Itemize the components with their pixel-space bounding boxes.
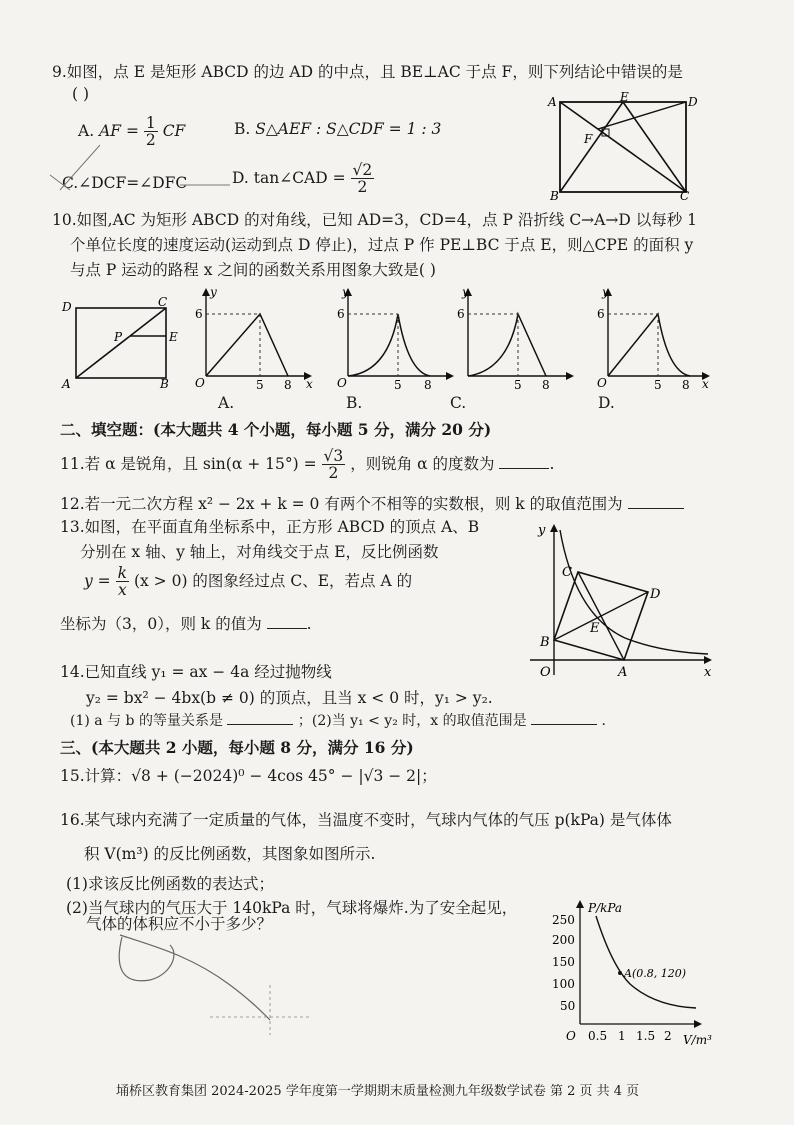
q9-fig-label-c: C xyxy=(680,189,690,202)
q15: 15.计算：√8 + (−2024)⁰ − 4cos 45° − |√3 − 2|； xyxy=(60,767,437,785)
q9-fig-label-d: D xyxy=(688,95,698,109)
q9-fig-label-f: F xyxy=(584,132,593,146)
q14-answer-blank-2[interactable] xyxy=(531,710,597,725)
svg-text:6: 6 xyxy=(457,307,465,321)
q10-figure-rectangle xyxy=(58,296,188,396)
q9-option-a-fraction: $\frac{1}{2}$ xyxy=(145,114,156,150)
q14-line1: 14.已知直线 y₁ = ax − 4a 经过抛物线 xyxy=(60,663,332,681)
svg-text:2: 2 xyxy=(664,1029,672,1043)
svg-text:6: 6 xyxy=(195,307,203,321)
q13-fig-label-e: E xyxy=(590,621,600,636)
q16-graph xyxy=(540,896,740,1046)
q11-answer-blank[interactable] xyxy=(499,454,549,469)
q10-fig-label-e: E xyxy=(169,330,178,344)
q10-fig-label-d: D xyxy=(62,300,72,314)
svg-text:150: 150 xyxy=(552,955,575,969)
q16-graph-point-a: A(0.8, 120) xyxy=(624,967,687,980)
svg-text:y: y xyxy=(342,285,349,299)
svg-text:O: O xyxy=(566,1029,576,1043)
svg-text:x: x xyxy=(702,377,709,391)
q16-sub2: (2)当气球内的气压大于 140kPa 时，气球将爆炸.为了安全起见， xyxy=(66,899,518,917)
q10-line1: 10.如图,AC 为矩形 ABCD 的对角线，已知 AD=3，CD=4，点 P 沿折线 C→A→D 以每秒 1 xyxy=(52,211,697,229)
page-footer: 埇桥区教育集团 2024-2025 学年度第一学期期末质量检测九年级数学试卷 第 2 页 共 4 页 xyxy=(116,1084,640,1099)
q10-option-a-label: A. xyxy=(218,394,235,412)
q10-fig-label-b: B xyxy=(160,377,169,391)
q13-fig-label-x: x xyxy=(704,665,712,680)
svg-text:1: 1 xyxy=(618,1029,626,1043)
q16-sub3: 气体的体积应不小于多少？ xyxy=(86,915,273,933)
q14-line3: (1) a 与 b 的等量关系是 ；(2)当 y₁ < y₂ 时，x 的取值范围是 . xyxy=(70,710,606,730)
q9-option-c: C.∠DCF=∠DFC xyxy=(62,174,188,192)
q9-figure-rectangle xyxy=(540,92,700,202)
q13-answer-blank[interactable] xyxy=(267,614,307,629)
q9-fig-label-e: E xyxy=(620,92,629,104)
q13-line2: 分别在 x 轴、y 轴上，对角线交于点 E，反比例函数 xyxy=(80,543,439,561)
q10-option-b-label: B. xyxy=(346,394,363,412)
q10-fig-label-c: C xyxy=(158,296,168,309)
q16-sub1: (1)求该反比例函数的表达式； xyxy=(66,875,274,893)
q10-graph-option-a xyxy=(188,284,318,394)
q16-line2: 积 V(m³) 的反比例函数，其图象如图所示. xyxy=(84,845,376,863)
svg-text:8: 8 xyxy=(284,378,292,392)
q13-figure xyxy=(520,520,720,680)
svg-text:5: 5 xyxy=(256,378,264,392)
q11-fraction: $\frac{√3}{2}$ xyxy=(323,447,344,483)
svg-text:250: 250 xyxy=(552,913,575,927)
svg-text:x: x xyxy=(306,377,313,391)
q10-option-d-label: D. xyxy=(598,394,615,412)
svg-text:8: 8 xyxy=(424,378,432,392)
svg-text:5: 5 xyxy=(654,378,662,392)
svg-text:8: 8 xyxy=(542,378,550,392)
q10-graph-option-d xyxy=(590,284,720,394)
q10-graph-option-c xyxy=(450,284,580,394)
q13-line3: y = $\frac{k}{x}$ (x > 0) 的图象经过点 C、E，若点 A 的 xyxy=(84,564,413,600)
q13-fraction: $\frac{k}{x}$ xyxy=(117,564,128,600)
svg-text:O: O xyxy=(195,376,205,390)
section2-title: 二、填空题：(本大题共 4 个小题，每小题 5 分，满分 20 分) xyxy=(60,420,492,439)
q10-line2: 个单位长度的速度运动(运动到点 D 停止)，过点 P 作 PE⊥BC 于点 E，则△CPE 的面积 y xyxy=(70,236,694,254)
q13-fig-label-d: D xyxy=(650,587,661,602)
q9-stem: 9.如图，点 E 是矩形 ABCD 的边 AD 的中点，且 BE⊥AC 于点 F，则下列结论中错误的是 xyxy=(52,63,683,81)
q13-fig-label-a: A xyxy=(618,665,628,680)
q14-line2: y₂ = bx² − 4bx(b ≠ 0) 的顶点，且当 x < 0 时，y₁ > y₂. xyxy=(86,689,493,707)
svg-text:O: O xyxy=(597,376,607,390)
q10-fig-label-a: A xyxy=(62,377,71,391)
svg-text:100: 100 xyxy=(552,977,575,991)
q10-option-c-label: C. xyxy=(450,394,467,412)
q16-line1: 16.某气球内充满了一定质量的气体，当温度不变时，气球内气体的气压 p(kPa) 是气体体 xyxy=(60,811,672,829)
q9-option-a-lhs: AF = xyxy=(99,121,139,140)
q9-option-b: B. S△AEF : S△CDF = 1 : 3 xyxy=(234,120,442,138)
svg-text:50: 50 xyxy=(560,999,576,1013)
q9-option-a-label: A. xyxy=(78,121,95,140)
q13-fig-label-c: C xyxy=(562,565,572,580)
svg-text:0.5: 0.5 xyxy=(588,1029,608,1043)
q13-fig-label-o: O xyxy=(540,665,551,680)
q9-option-a xyxy=(78,115,185,149)
q12-answer-blank[interactable] xyxy=(628,494,684,509)
q16-graph-xlabel: V/m³ xyxy=(683,1033,712,1046)
q10-graph-option-b xyxy=(330,284,460,394)
q13-fig-label-y: y xyxy=(538,523,546,538)
pencil-sketch-q16 xyxy=(110,925,310,1035)
svg-text:5: 5 xyxy=(514,378,522,392)
svg-text:6: 6 xyxy=(337,307,345,321)
q9-option-a-rhs: CF xyxy=(162,121,186,140)
svg-text:5: 5 xyxy=(394,378,402,392)
svg-text:y: y xyxy=(210,285,217,299)
q10-fig-label-p: P xyxy=(114,330,123,344)
svg-text:y: y xyxy=(462,285,469,299)
q13-fig-label-b: B xyxy=(540,635,550,650)
q13-line4: 坐标为（3，0），则 k 的值为 . xyxy=(60,615,312,633)
q9-option-d: D. tan∠CAD = $\frac{√2}{2}$ xyxy=(232,161,373,197)
q16-graph-ylabel: P/kPa xyxy=(588,901,623,915)
q14-answer-blank-1[interactable] xyxy=(227,710,293,725)
svg-text:8: 8 xyxy=(682,378,690,392)
svg-text:200: 200 xyxy=(552,933,575,947)
section3-title: 三、(本大题共 2 小题，每小题 8 分，满分 16 分) xyxy=(60,738,414,757)
svg-text:O: O xyxy=(337,376,347,390)
q10-line3: 与点 P 运动的路程 x 之间的函数关系用图象大致是( ) xyxy=(70,261,436,279)
q9-fig-label-b: B xyxy=(550,189,559,202)
q12: 12.若一元二次方程 x² − 2x + k = 0 有两个不相等的实数根，则 k 的取值范围为 xyxy=(60,492,684,514)
q13-line1: 13.如图，在平面直角坐标系中，正方形 ABCD 的顶点 A、B xyxy=(60,518,480,536)
q9-fig-label-a: A xyxy=(548,95,557,109)
svg-text:1.5: 1.5 xyxy=(636,1029,656,1043)
q11: 11.若 α 是锐角，且 sin(α + 15°) = $\frac{√3}{2}$ ，则锐角 α 的度数为 . xyxy=(60,447,555,483)
svg-text:y: y xyxy=(602,285,609,299)
q9-answer-paren: ( ) xyxy=(72,85,90,103)
svg-text:6: 6 xyxy=(597,307,605,321)
